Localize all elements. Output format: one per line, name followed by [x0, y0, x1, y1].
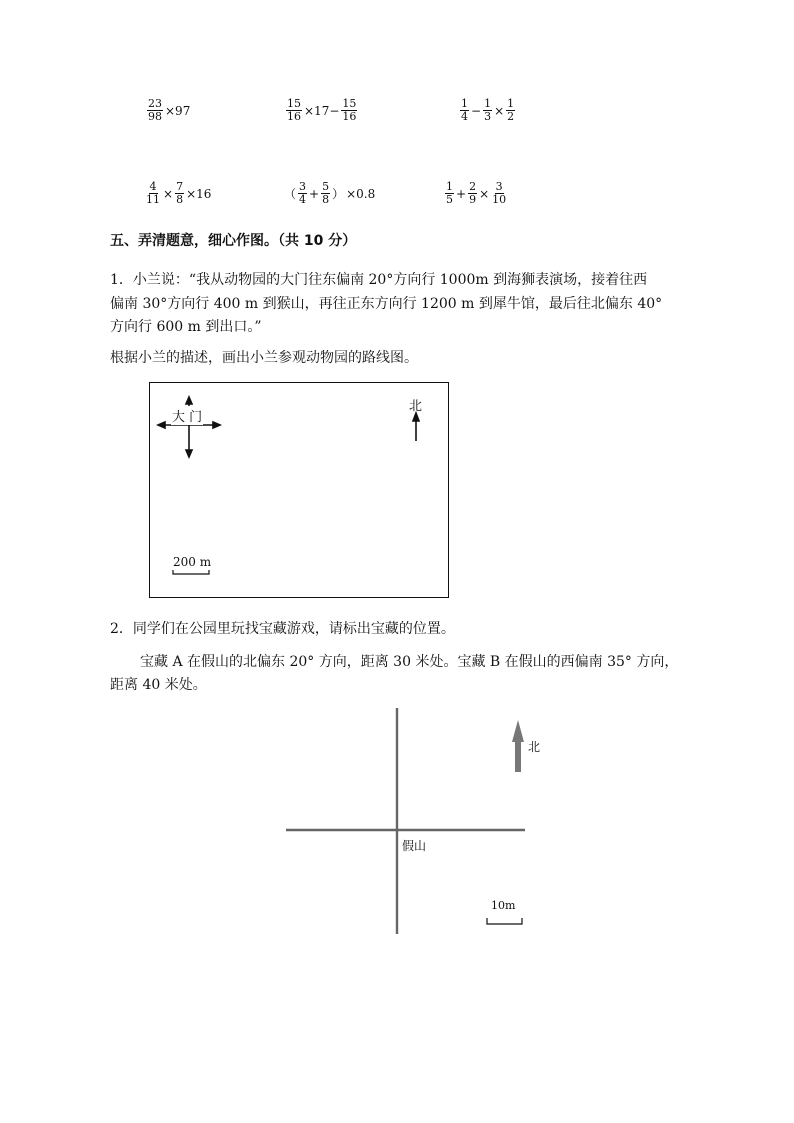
expression-4: $\frac{4}{11}$ × $\frac{7}{8}$ ×16	[146, 180, 212, 206]
fraction: $\frac{1}{5}$	[446, 180, 453, 206]
question-2-line-1: 2．同学们在公园里玩找宝藏游戏，请标出宝藏的位置。	[110, 621, 455, 637]
fraction: $\frac{23}{98}$	[148, 97, 162, 123]
question-1-instruction: 根据小兰的描述，画出小兰参观动物园的路线图。	[110, 350, 418, 366]
expression-3: $\frac{1}{4}$ − $\frac{1}{3}$ × $\frac{1}{2}$	[461, 97, 515, 123]
fraction: $\frac{2}{9}$	[469, 180, 477, 206]
fraction: $\frac{1}{3}$	[484, 97, 492, 123]
expression-2: $\frac{15}{16}$ ×17− $\frac{15}{16}$	[287, 97, 357, 123]
question-1-line-2: 偏南 30°方向行 400 m 到猴山，再往正东方向行 1200 m 到犀牛馆，最后往北偏东 40°	[110, 296, 663, 312]
fraction: $\frac{15}{16}$	[287, 97, 301, 123]
fraction: $\frac{15}{16}$	[342, 97, 357, 123]
question-2-line-3: 距离 40 米处。	[110, 677, 207, 693]
north-arrow-icon	[413, 413, 419, 441]
fraction: $\frac{1}{2}$	[507, 97, 515, 123]
scale-label: 200 m	[173, 555, 212, 569]
fraction: $\frac{4}{11}$	[146, 180, 160, 206]
question-2-line-2: 宝藏 A 在假山的北偏东 20° 方向，距离 30 米处。宝藏 B 在假山的西偏南 35° 方向，	[140, 654, 679, 670]
rockery-scale-label: 10m	[491, 899, 516, 912]
fraction: $\frac{3}{4}$	[299, 180, 307, 206]
fraction: $\frac{1}{4}$	[461, 97, 468, 123]
question-1-line-1: 1．小兰说：“我从动物园的大门往东偏南 20°方向行 1000m 到海狮表演场，接着往西	[110, 272, 648, 288]
fraction: $\frac{5}{8}$	[322, 180, 330, 206]
rockery-north-label: 北	[528, 740, 541, 754]
section-title: 五、弄清题意，细心作图。（共 10 分）	[110, 233, 357, 249]
expression-6: $\frac{1}{5}$ + $\frac{2}{9}$ × $\frac{3}{10}$	[446, 180, 507, 206]
expression-5: （ $\frac{3}{4}$ + $\frac{5}{8}$ ） ×0.8	[284, 180, 376, 206]
scale-bar	[487, 918, 522, 924]
zoo-map-box[interactable]	[149, 382, 449, 598]
fraction: $\frac{7}{8}$	[176, 180, 184, 206]
rockery-label: 假山	[402, 839, 427, 853]
scale-bar	[173, 570, 209, 574]
north-label: 北	[409, 399, 423, 414]
north-arrow-icon	[512, 720, 524, 772]
question-1-line-3: 方向行 600 m 到出口。”	[110, 319, 262, 335]
fraction: $\frac{3}{10}$	[492, 180, 507, 206]
expression-1: $\frac{23}{98}$ ×97	[148, 97, 191, 123]
gate-label: 大 门	[171, 406, 203, 425]
